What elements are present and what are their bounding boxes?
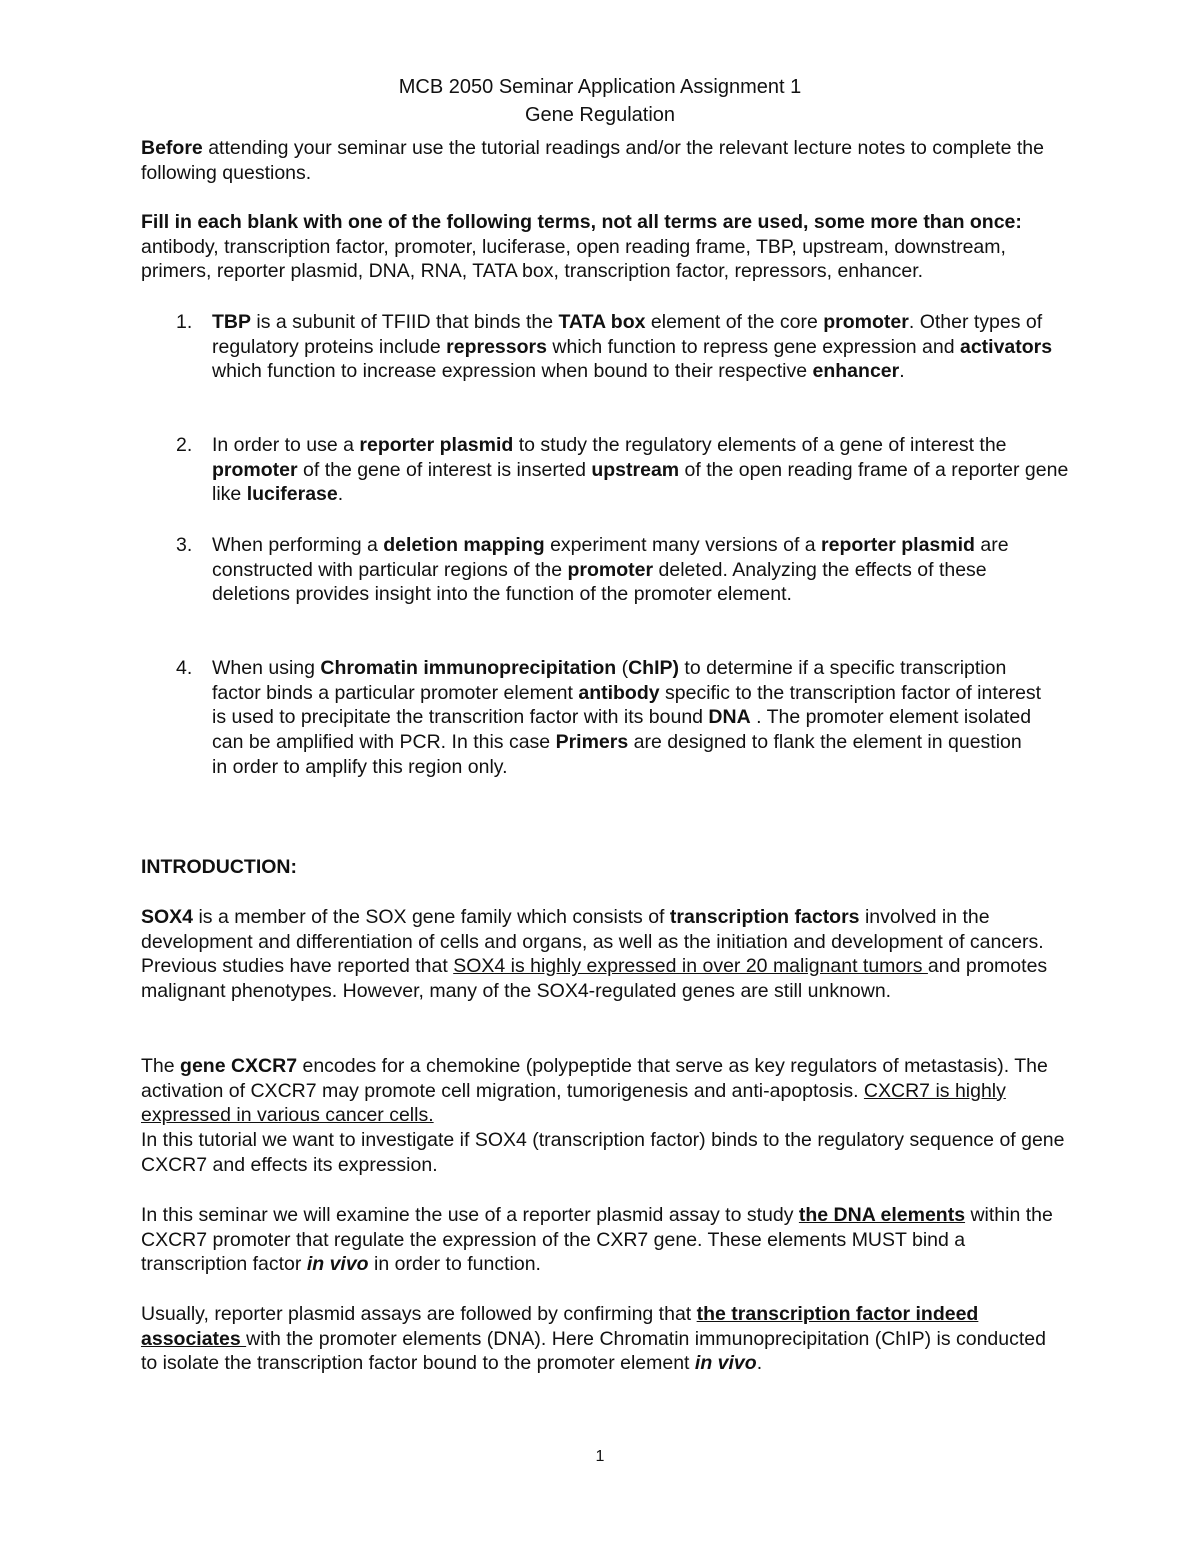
paragraph-text: Usually, reporter plasmid assays are followed by confirming that xyxy=(141,1303,697,1325)
answer-blank: Chromatin immunoprecipitation xyxy=(320,657,617,679)
answer-blank: TATA box xyxy=(558,311,646,333)
question-number: 4. xyxy=(176,657,193,679)
question-2 xyxy=(212,433,1072,507)
question-text: In order to use a xyxy=(212,434,360,456)
tf-bold: transcription factors xyxy=(669,906,860,928)
question-text: When performing a xyxy=(212,534,384,556)
question-text: to determine if a specific transcription factor binds a particular promoter element xyxy=(212,657,1007,704)
answer-blank: activators xyxy=(959,335,1053,358)
question-1 xyxy=(212,310,1072,384)
intro-paragraph-seminar xyxy=(141,1203,1066,1277)
question-text: of the open reading frame of a reporter gene like xyxy=(212,458,1069,506)
gene-bold: gene CXCR7 xyxy=(180,1055,298,1077)
question-text: which function to increase expression when bound to their respective xyxy=(212,360,813,383)
paragraph-text: and promotes malignant phenotypes. However, many of the SOX4-regulated genes are still unknown. xyxy=(141,955,1048,1003)
intro-paragraph-chip xyxy=(141,1302,1066,1376)
introduction-heading xyxy=(141,855,1066,880)
question-text: . Other types of regulatory proteins include xyxy=(212,311,1043,358)
paragraph-text: In this tutorial we want to investigate if SOX4 (transcription factor) binds to the regulatory sequence of gene CXCR7 and effects its expression. xyxy=(141,1129,1065,1176)
paragraph-text: The xyxy=(141,1055,181,1077)
question-text: When using xyxy=(212,657,321,679)
answer-blank: TBP xyxy=(212,311,251,333)
question-text: is a subunit of TFIID that binds the xyxy=(251,311,559,333)
paragraph-text: encodes for a chemokine (polypeptide that serve as key regulators of metastasis). The activation of CXCR7 may promote cell migration, tumorigenesis and anti-apoptosis. xyxy=(141,1055,1048,1102)
fill-in-bold: Fill in each blank with one of the following terms, not all terms are used, some more than once: xyxy=(141,211,1022,233)
paragraph-text: in order to function. xyxy=(368,1253,541,1276)
question-3 xyxy=(212,533,1022,607)
underlined-text: CXCR7 is highly expressed in various cancer cells. xyxy=(141,1079,1006,1127)
answer-blank: promoter xyxy=(212,458,298,481)
question-4 xyxy=(212,656,1042,780)
bold-underlined-text: the DNA elements xyxy=(798,1204,966,1226)
bold-underlined-text: the transcription factor indeed associates xyxy=(141,1303,979,1350)
question-text: are designed to flank the element in question in order to amplify this region only. xyxy=(212,731,1022,778)
question-text: of the gene of interest is inserted xyxy=(297,458,592,481)
answer-blank: upstream xyxy=(591,458,680,481)
document-title: MCB 2050 Seminar Application Assignment 1 xyxy=(398,76,802,98)
question-text: are constructed with particular regions of the xyxy=(212,534,1009,581)
answer-blank: reporter plasmid xyxy=(821,534,975,556)
bold-italic-text: in vivo xyxy=(306,1253,369,1276)
page-number: 1 xyxy=(595,1448,605,1465)
bold-italic-text: in vivo xyxy=(694,1352,757,1375)
answer-blank: promoter xyxy=(567,558,654,581)
question-number: 1. xyxy=(176,311,193,333)
answer-blank: enhancer xyxy=(812,360,900,383)
paragraph-text: In this seminar we will examine the use of a reporter plasmid assay to study xyxy=(141,1204,799,1226)
question-text: element of the core xyxy=(645,311,824,333)
question-text: . xyxy=(899,360,905,383)
question-text: ( xyxy=(616,657,629,679)
instructions-paragraph xyxy=(141,136,1066,185)
question-number: 3. xyxy=(176,534,193,556)
question-text: experiment many versions of a xyxy=(544,534,822,556)
answer-blank: promoter xyxy=(823,311,909,333)
document-subtitle: Gene Regulation xyxy=(524,104,676,126)
answer-blank: antibody xyxy=(578,681,660,704)
answer-blank: DNA xyxy=(708,706,751,729)
heading-text: INTRODUCTION: xyxy=(141,856,297,878)
before-bold: Before xyxy=(141,137,203,159)
question-text: . The promoter element isolated can be amplified with PCR. In this case xyxy=(212,706,1032,754)
term-list: antibody, transcription factor, promoter, luciferase, open reading frame, TBP, upstream, downstream, primers, reporter plasmid, DNA, RNA, TATA box, transcription factor, repressors, enhancer. xyxy=(141,235,1006,283)
question-text: to study the regulatory elements of a gene of interest the xyxy=(513,434,1007,456)
underlined-text: SOX4 is highly expressed in over 20 malignant tumors xyxy=(453,955,928,978)
paragraph-text: with the promoter elements (DNA). Here Chromatin immunoprecipitation (ChIP) is conducted to isolate the transcription factor bound to the promoter element xyxy=(141,1327,1046,1375)
sox4-bold: SOX4 xyxy=(141,906,194,928)
answer-blank: deletion mapping xyxy=(383,534,545,556)
question-number: 2. xyxy=(176,434,193,456)
question-text: deleted. Analyzing the effects of these deletions provides insight into the function of the promoter element. xyxy=(212,558,987,606)
paragraph-text: involved in the development and differentiation of cells and organs, as well as the initiation and development of cancers. Previous studies have reported that xyxy=(141,906,1044,978)
paragraph-text: is a member of the SOX gene family which consists of xyxy=(193,906,670,928)
intro-paragraph-cxcr7 xyxy=(141,1054,1066,1178)
fill-in-instructions xyxy=(141,210,1066,284)
answer-blank: repressors xyxy=(446,335,547,358)
paragraph-text: . xyxy=(756,1352,763,1375)
paragraph-text: within the CXCR7 promoter that regulate the expression of the CXR7 gene. These elements MUST bind a transcription factor xyxy=(141,1204,1053,1276)
before-text: attending your seminar use the tutorial readings and/or the relevant lecture notes to complete the following questions. xyxy=(141,137,1044,184)
question-text: which function to repress gene expression and xyxy=(546,335,960,358)
answer-blank: luciferase xyxy=(246,483,338,506)
intro-paragraph-sox4 xyxy=(141,905,1066,1004)
question-text: . xyxy=(337,483,344,506)
answer-blank: Primers xyxy=(555,731,629,754)
answer-blank: reporter plasmid xyxy=(359,434,514,456)
answer-blank: ChIP) xyxy=(628,657,680,679)
question-text: specific to the transcription factor of interest is used to precipitate the transcrition factor with its bound xyxy=(212,681,1042,729)
